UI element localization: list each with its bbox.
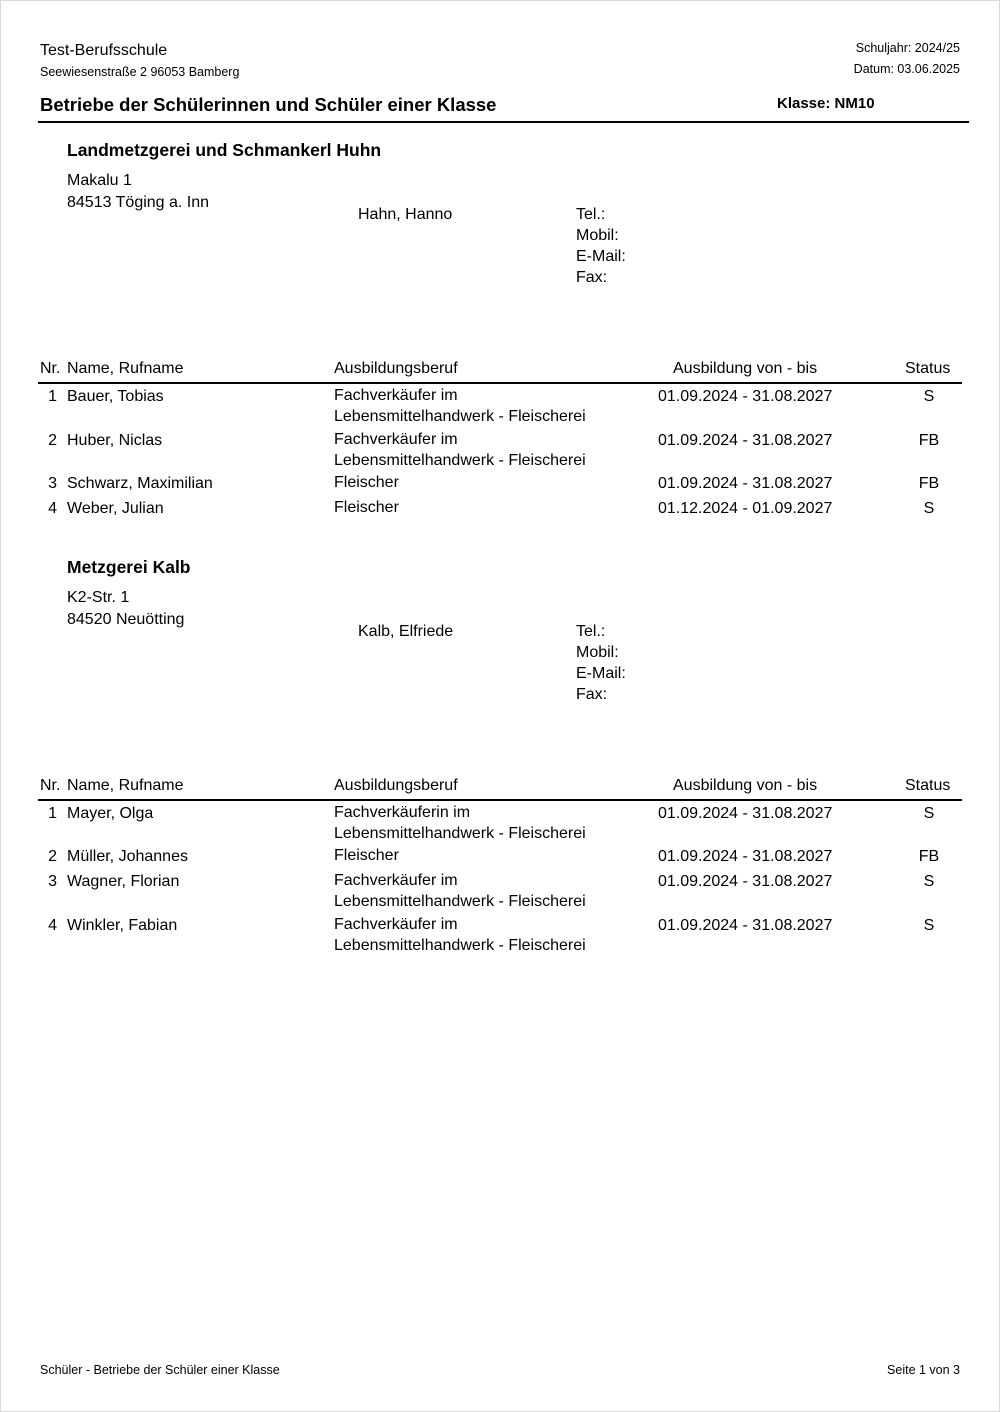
row-status: FB <box>918 432 940 449</box>
email-label: E-Mail: <box>576 248 626 265</box>
email-label: E-Mail: <box>576 665 626 682</box>
row-name: Bauer, Tobias <box>67 388 164 405</box>
row-beruf: Fachverkäufer im Lebensmittelhandwerk - Fleischerei <box>334 872 586 910</box>
table-header-divider <box>38 799 962 801</box>
tel-label: Tel.: <box>576 206 606 223</box>
row-nr: 4 <box>48 500 57 517</box>
row-nr: 3 <box>48 475 57 492</box>
row-period: 01.09.2024 - 31.08.2027 <box>658 805 833 822</box>
row-period: 01.09.2024 - 31.08.2027 <box>658 873 833 890</box>
row-period: 01.09.2024 - 31.08.2027 <box>658 917 833 934</box>
row-period: 01.09.2024 - 31.08.2027 <box>658 848 833 865</box>
school-name: Test-Berufsschule <box>40 42 168 59</box>
mobil-label: Mobil: <box>576 227 619 244</box>
klasse-label: Klasse: NM10 <box>777 95 875 112</box>
company-street: K2-Str. 1 <box>67 589 130 606</box>
school-address: Seewiesenstraße 2 96053 Bamberg <box>40 65 240 79</box>
col-header-beruf: Ausbildungsberuf <box>334 360 458 377</box>
row-nr: 3 <box>48 873 57 890</box>
row-name: Schwarz, Maximilian <box>67 475 213 492</box>
row-beruf: Fleischer <box>334 474 399 491</box>
datum: Datum: 03.06.2025 <box>853 62 960 76</box>
row-beruf: Fleischer <box>334 847 399 864</box>
company-contact-person: Kalb, Elfriede <box>358 623 454 640</box>
mobil-label: Mobil: <box>576 644 619 661</box>
row-nr: 1 <box>48 388 57 405</box>
col-header-period: Ausbildung von - bis <box>673 777 818 794</box>
row-period: 01.12.2024 - 01.09.2027 <box>658 500 833 517</box>
row-status: FB <box>918 848 940 865</box>
row-beruf: Fleischer <box>334 499 399 516</box>
fax-label: Fax: <box>576 269 608 286</box>
row-status: S <box>923 388 935 405</box>
tel-label: Tel.: <box>576 623 606 640</box>
row-period: 01.09.2024 - 31.08.2027 <box>658 475 833 492</box>
col-header-period: Ausbildung von - bis <box>673 360 818 377</box>
row-status: S <box>923 917 935 934</box>
company-name: Landmetzgerei und Schmankerl Huhn <box>67 140 382 160</box>
col-header-name: Name, Rufname <box>67 777 184 794</box>
row-nr: 2 <box>48 848 57 865</box>
document-title: Betriebe der Schülerinnen und Schüler einer Klasse <box>40 94 497 115</box>
row-name: Winkler, Fabian <box>67 917 178 934</box>
row-period: 01.09.2024 - 31.08.2027 <box>658 432 833 449</box>
row-nr: 4 <box>48 917 57 934</box>
company-street: Makalu 1 <box>67 172 132 189</box>
row-name: Mayer, Olga <box>67 805 154 822</box>
row-period: 01.09.2024 - 31.08.2027 <box>658 388 833 405</box>
row-name: Wagner, Florian <box>67 873 180 890</box>
company-city: 84513 Töging a. Inn <box>67 194 210 211</box>
row-status: S <box>923 805 935 822</box>
row-beruf: Fachverkäuferin im Lebensmittelhandwerk - Fleischerei <box>334 804 586 842</box>
row-status: S <box>923 873 935 890</box>
company-city: 84520 Neuötting <box>67 611 185 628</box>
row-name: Huber, Niclas <box>67 432 163 449</box>
row-beruf: Fachverkäufer im Lebensmittelhandwerk - Fleischerei <box>334 916 586 954</box>
col-header-status: Status <box>905 777 951 794</box>
company-contact-person: Hahn, Hanno <box>358 206 453 223</box>
row-name: Müller, Johannes <box>67 848 188 865</box>
row-beruf: Fachverkäufer im Lebensmittelhandwerk - Fleischerei <box>334 431 586 469</box>
footer-page-number: Seite 1 von 3 <box>887 1363 960 1377</box>
row-name: Weber, Julian <box>67 500 164 517</box>
col-header-status: Status <box>905 360 951 377</box>
col-header-name: Name, Rufname <box>67 360 184 377</box>
row-status: FB <box>918 475 940 492</box>
row-nr: 1 <box>48 805 57 822</box>
row-beruf: Fachverkäufer im Lebensmittelhandwerk - Fleischerei <box>334 387 586 425</box>
col-header-beruf: Ausbildungsberuf <box>334 777 458 794</box>
col-header-nr: Nr. <box>40 777 61 794</box>
fax-label: Fax: <box>576 686 608 703</box>
table-header-divider <box>38 382 962 384</box>
row-status: S <box>923 500 935 517</box>
schuljahr: Schuljahr: 2024/25 <box>855 41 960 55</box>
header-divider <box>38 121 969 123</box>
footer-report-name: Schüler - Betriebe der Schüler einer Klasse <box>40 1363 280 1377</box>
company-name: Metzgerei Kalb <box>67 557 191 577</box>
col-header-nr: Nr. <box>40 360 61 377</box>
row-nr: 2 <box>48 432 57 449</box>
